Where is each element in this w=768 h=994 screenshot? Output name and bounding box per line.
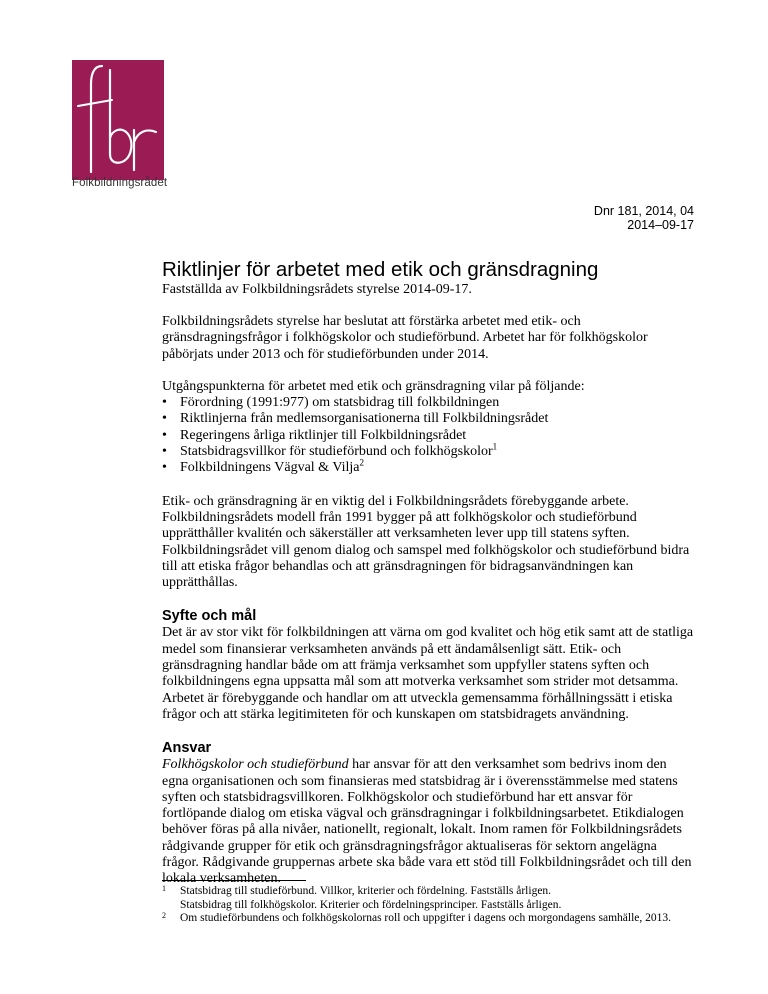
list-item: • Riktlinjerna från medlemsorganisationerna till Folkbildningsrådet bbox=[162, 411, 696, 427]
document-reference bbox=[594, 204, 694, 232]
section-heading-syfte: Syfte och mål bbox=[162, 608, 257, 625]
footnote-number: 1 bbox=[162, 884, 166, 893]
footnote-ref: 2 bbox=[359, 457, 364, 468]
prevention-paragraph: Etik- och gränsdragning är en viktig del i Folkbildningsrådets förebyggande arbete. Folkbildningsrådets modell från 1991 bygger på att folkhögskolor och studieförbund upprätthåller kvalitén och säkerställer att verksamheten lever upp till statens syften. Folkbildningsrådet vill genom dialog och samspel med folkhögskolor och studieförbund bidra till att etiska frågor behandlas och att gränsdragningen för bidragsanvändningen kan upprätthållas. bbox=[162, 493, 690, 591]
fbr-logo bbox=[72, 60, 164, 180]
document-body bbox=[162, 258, 696, 904]
ansvar-paragraph: Folkhögskolor och studieförbund har ansvar för att den verksamhet som bedrivs inom den egna organisationen och som finansieras med statsbidrag är i överensstämmelse med statens syften och statsbidragsvillkoren. Folkhögskolor och studieförbund har ett ansvar för fortlöpande dialog om etiska vägval och gränsdragningar i folkbildningsarbetet. Etikdialogen behöver föras på alla nivåer, nationellt, regionalt, lokalt. Inom ramen för Folkbildningsrådets rådgivande grupper för etik och gränsdragningsfrågor aktualiseras för sektorn angelägna frågor. Rådgivande gruppernas arbete ska både vara ett stöd till Folkbildningsrådet och till den lokala verksamheten. bbox=[162, 757, 692, 887]
footnote-2: 2 Om studieförbundens och folkhögskolornas roll och uppgifter i dagens och morgondagens samhälle, 2013. bbox=[162, 911, 672, 924]
intro-paragraph: Folkbildningsrådets styrelse har beslutat att förstärka arbetet med etik- och gränsdragningsfrågor i folkhögskolor och studieförbund. Arbetet har för folkhögskolor påbörjats under 2013 och för studieförbunden under 2014. bbox=[162, 314, 648, 362]
list-item: • Folkbildningens Vägval & Vilja$^2$ bbox=[162, 460, 696, 476]
document-title: Riktlinjer för arbetet med etik och gränsdragning bbox=[162, 258, 599, 281]
dnr-number: Dnr 181, 2014, 04 bbox=[593, 204, 694, 218]
document-date: 2014–09-17 bbox=[627, 218, 694, 232]
section-heading-ansvar: Ansvar bbox=[162, 740, 212, 757]
footnote-number: 2 bbox=[162, 911, 166, 920]
list-item: • Regeringens årliga riktlinjer till Folkbildningsrådet bbox=[162, 428, 696, 444]
list-item: • Statsbidragsvillkor för studieförbund och folkhögskolor$^1$ bbox=[162, 444, 696, 460]
logo-caption: Folkbildningsrådet bbox=[72, 177, 168, 189]
footnote-1: 1 Statsbidrag till studieförbund. Villkor, kriterier och fördelning. Fastställs årligen. Statsbidrag till folkhögskolor. Kriterier och fördelningsprinciper. Fastställs årligen. bbox=[162, 884, 562, 911]
syfte-paragraph: Det är av stor vikt för folkbildningen att värna om god kvalitet och hög etik samt att de statliga medel som finansierar verksamheten används på ett ändamålsenligt sätt. Etik- och gränsdragning handlar både om att främja verksamhet som uppfyller statens syften och folkbildningens egna uppsatta mål som att motverka verksamhet som strider mot detsamma. Arbetet är förebyggande och handlar om att utveckla gemensamma förhållningssätt i etiska frågor och att stärka legitimiteten för och kunskapen om statsbidragets användning. bbox=[162, 625, 694, 722]
fbr-logo-mark bbox=[72, 60, 164, 180]
basis-lead: Utgångspunkterna för arbetet med etik och gränsdragning vilar på följande: bbox=[162, 378, 585, 394]
list-item: • Förordning (1991:977) om statsbidrag till folkbildningen bbox=[162, 395, 696, 411]
footnotes bbox=[162, 880, 696, 926]
footnote-ref: 1 bbox=[492, 441, 498, 452]
basis-list bbox=[162, 395, 696, 476]
document-subtitle: Fastställda av Folkbildningsrådets styrelse 2014-09-17. bbox=[162, 282, 472, 297]
ansvar-emphasis: Folkhögskolor och studieförbund bbox=[162, 757, 349, 773]
footnote-divider bbox=[162, 880, 306, 881]
